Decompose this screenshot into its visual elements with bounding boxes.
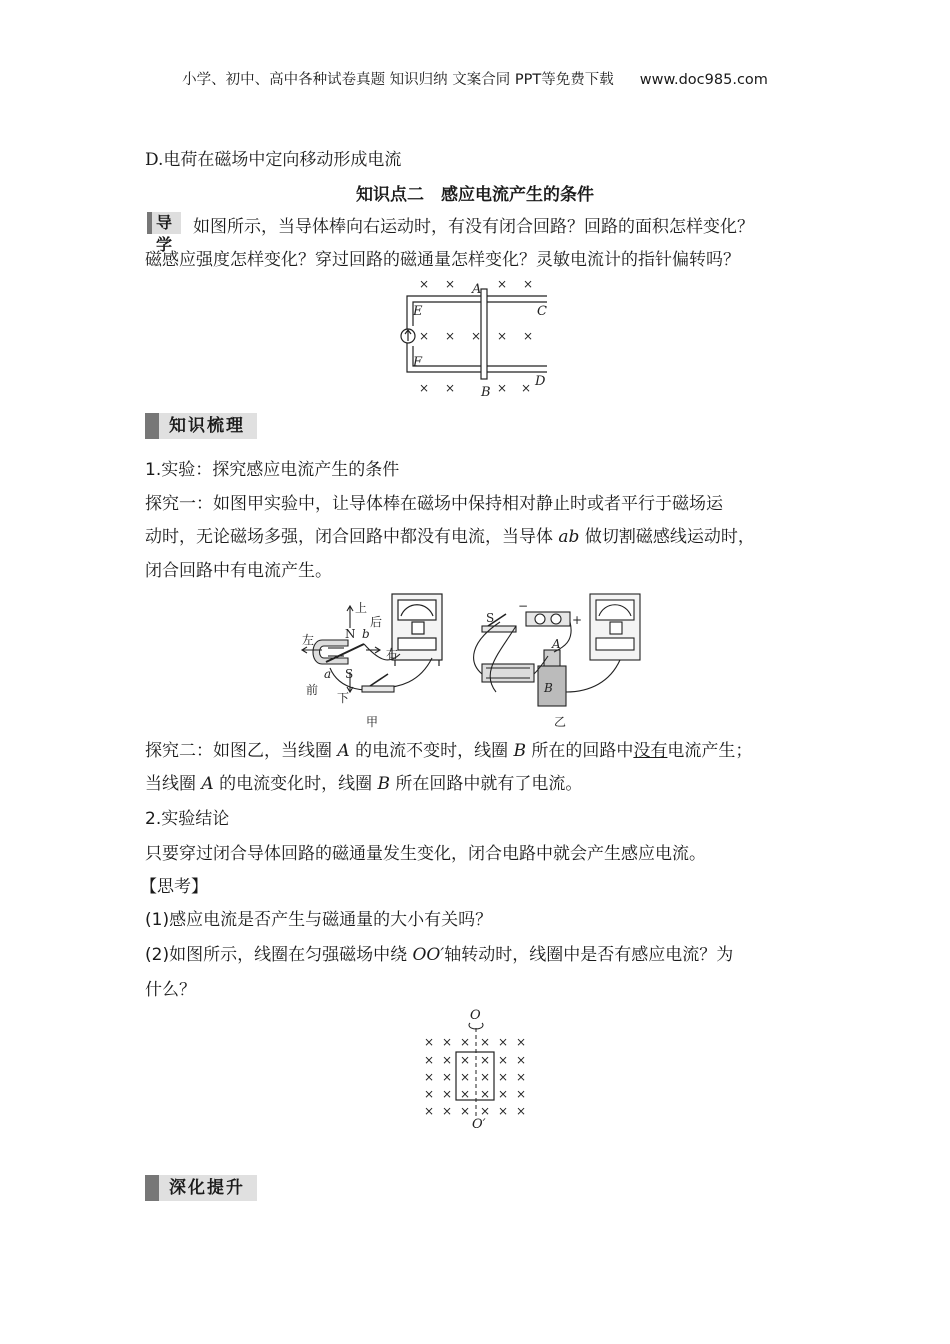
explore1-line3: 闭合回路中有电流产生。	[145, 561, 332, 581]
cross: ×	[460, 1087, 471, 1101]
cross: ×	[516, 1035, 527, 1049]
rail-rod-figure	[395, 276, 555, 398]
header-text: 小学、初中、高中各种试卷真题 知识归纳 文案合同 PPT等免费下载	[182, 72, 614, 88]
option-d: D.电荷在磁场中定向移动形成电流	[145, 150, 402, 170]
cross: ×	[516, 1104, 527, 1118]
cross: ×	[424, 1104, 435, 1118]
cross: ×	[442, 1053, 453, 1067]
cross: ×	[480, 1087, 491, 1101]
cross: ×	[419, 277, 430, 291]
guide-badge: 导学	[147, 212, 181, 234]
label-b: b	[362, 627, 370, 641]
label-O-prime: O′	[472, 1117, 486, 1130]
label-E: E	[413, 304, 423, 319]
label-O: O	[470, 1008, 481, 1023]
cross: ×	[424, 1035, 435, 1049]
label-D: D	[535, 374, 546, 389]
switch-yi	[482, 626, 516, 632]
section-title: 知识点二 感应电流产生的条件	[356, 185, 594, 205]
cross: ×	[497, 381, 508, 395]
cross: ×	[480, 1104, 491, 1118]
cross: ×	[424, 1070, 435, 1084]
dir-left: 左	[302, 633, 315, 647]
minus-label: −	[518, 599, 529, 613]
dir-front: 前	[306, 683, 319, 697]
wire	[566, 660, 620, 692]
field-crosses	[424, 1035, 526, 1118]
think-q2-line1: (2)如图所示，线圈在匀强磁场中绕 OO′轴转动时，线圈中是否有感应电流？为	[145, 945, 734, 965]
conductor-rod	[481, 289, 487, 379]
dir-down: 下	[337, 691, 350, 705]
deepen-heading-label: 深化提升	[159, 1175, 257, 1201]
cross: ×	[480, 1053, 491, 1067]
explore2-line2: 当线圈 A 的电流变化时，线圈 B 所在回路中就有了电流。	[145, 774, 583, 794]
cross: ×	[497, 329, 508, 343]
experiment-figure	[300, 592, 650, 730]
label-C: C	[537, 304, 547, 319]
pole-N: N	[345, 627, 356, 641]
cross: ×	[442, 1104, 453, 1118]
cross: ×	[442, 1087, 453, 1101]
cross: ×	[516, 1053, 527, 1067]
think-q2-line2: 什么？	[145, 980, 196, 1000]
deepen-heading	[145, 1175, 257, 1201]
caption-jia: 甲	[366, 715, 379, 729]
switch-S-label: S	[486, 611, 495, 625]
knowledge-heading	[145, 413, 257, 439]
cross: ×	[445, 277, 456, 291]
item1-title: 1.实验：探究感应电流产生的条件	[145, 460, 400, 480]
underlined-answer: 没有	[633, 741, 668, 761]
cross: ×	[498, 1087, 509, 1101]
item2-title: 2.实验结论	[145, 809, 230, 829]
cross: ×	[460, 1035, 471, 1049]
pole-S: S	[345, 667, 354, 681]
guide-line2: 磁感应强度怎样变化？穿过回路的磁通量怎样变化？灵敏电流计的指针偏转吗？	[145, 250, 740, 270]
cross: ×	[516, 1070, 527, 1084]
battery	[526, 612, 570, 626]
coil-B-label: B	[544, 681, 553, 695]
dir-up: 上	[355, 601, 368, 615]
cross: ×	[460, 1104, 471, 1118]
cross: ×	[498, 1070, 509, 1084]
dir-right: 右	[386, 647, 399, 661]
label-a: a	[324, 667, 332, 681]
cross: ×	[445, 329, 456, 343]
cross: ×	[445, 381, 456, 395]
guide-line1: 如图所示，当导体棒向右运动时，有没有闭合回路？回路的面积怎样变化？	[193, 217, 754, 237]
cross: ×	[521, 381, 532, 395]
cross: ×	[471, 329, 482, 343]
switch-base	[362, 686, 394, 692]
page-header	[0, 68, 950, 89]
label-F: F	[413, 355, 423, 370]
dir-back: 后	[370, 615, 383, 629]
cross: ×	[442, 1070, 453, 1084]
cross: ×	[516, 1087, 527, 1101]
label-B: B	[481, 385, 491, 398]
plus-label: +	[572, 613, 583, 627]
cross: ×	[498, 1053, 509, 1067]
cross: ×	[424, 1053, 435, 1067]
cross: ×	[480, 1070, 491, 1084]
think-heading: 【思考】	[140, 877, 208, 897]
rheostat	[482, 664, 534, 682]
cross: ×	[497, 277, 508, 291]
knowledge-heading-label: 知识梳理	[159, 413, 257, 439]
caption-yi: 乙	[554, 715, 567, 729]
wire	[378, 658, 432, 688]
cross: ×	[498, 1035, 509, 1049]
cross: ×	[460, 1070, 471, 1084]
coil-A-label: A	[552, 637, 561, 651]
cross: ×	[523, 329, 534, 343]
explore1-line1: 探究一：如图甲实验中，让导体棒在磁场中保持相对静止时或者平行于磁场运	[145, 494, 723, 514]
inner-rail-bottom	[413, 346, 547, 366]
think-q1: (1)感应电流是否产生与磁通量的大小有关吗？	[145, 910, 493, 930]
explore2-line1: 探究二：如图乙，当线圈 A 的电流不变时，线圈 B 所在的回路中没有电流产生；	[145, 741, 753, 761]
cross: ×	[498, 1104, 509, 1118]
inner-rail-top	[413, 302, 547, 326]
cross: ×	[523, 277, 534, 291]
cross: ×	[480, 1035, 491, 1049]
cross: ×	[442, 1035, 453, 1049]
label-A: A	[472, 282, 482, 297]
switch-lever	[370, 674, 388, 686]
item2-body: 只要穿过闭合导体回路的磁通量发生变化，闭合电路中就会产生感应电流。	[145, 844, 706, 864]
rotating-coil-figure	[418, 1006, 534, 1130]
cross: ×	[424, 1087, 435, 1101]
cross: ×	[460, 1053, 471, 1067]
cross: ×	[419, 329, 430, 343]
cross: ×	[419, 381, 430, 395]
header-site[interactable]: www.doc985.com	[639, 72, 768, 88]
explore1-line2: 动时，无论磁场多强，闭合回路中都没有电流，当导体 ab 做切割磁感线运动时，	[145, 527, 755, 547]
